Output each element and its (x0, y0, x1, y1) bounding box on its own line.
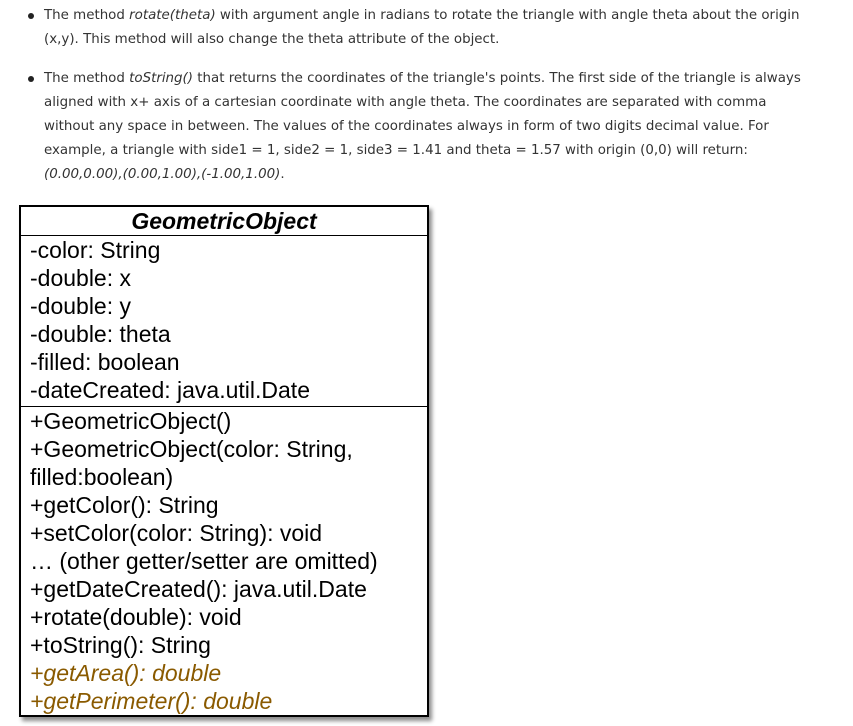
bullet-rotate (28, 4, 820, 52)
uml-method-row: filled:boolean) (30, 464, 174, 490)
uml-class-diagram (19, 205, 429, 717)
uml-attribute-row: -double: y (30, 293, 132, 319)
bullet-method-name: toString() (129, 71, 193, 86)
uml-attribute-row: -dateCreated: java.util.Date (30, 377, 310, 403)
bullet-method-name: rotate(theta) (129, 8, 216, 23)
uml-attribute-row: -double: x (30, 265, 132, 291)
uml-attributes (21, 236, 427, 407)
uml-method-row: +toString(): String (30, 632, 211, 658)
bullet-text (44, 4, 820, 52)
bullet-text (44, 67, 820, 187)
uml-method-row: +rotate(double): void (30, 604, 242, 630)
uml-method-row: +GeometricObject(color: String, (30, 436, 353, 462)
bullet-text-line: (x,y). This method will also change the theta attribute of the object. (44, 32, 500, 47)
uml-class-name: GeometricObject (21, 207, 427, 236)
uml-methods (21, 407, 427, 715)
uml-method-row: +getDateCreated(): java.util.Date (30, 576, 367, 602)
bullet-text-rest: with argument angle in radians to rotate the triangle with angle theta about the origin (215, 8, 800, 23)
bullet-text-line: example, a triangle with side1 = 1, side2 = 1, side3 = 1.41 and theta = 1.57 with origin (0,0) will return: (44, 143, 748, 158)
bullet-text-pre: The method (44, 71, 130, 86)
uml-abstract-method-row: +getArea(): double (30, 660, 222, 686)
bullet-text-line: aligned with x+ axis of a cartesian coordinate with angle theta. The coordinates are separated with comma (44, 95, 767, 110)
uml-attribute-row: -filled: boolean (30, 349, 180, 375)
uml-abstract-method-row: +getPerimeter(): double (30, 688, 273, 714)
uml-method-row: +getColor(): String (30, 492, 219, 518)
bullet-text-tail: . (280, 167, 285, 182)
uml-method-row: +GeometricObject() (30, 408, 232, 434)
bullet-text-pre: The method (44, 8, 130, 23)
bullet-dot-icon (28, 76, 34, 82)
uml-method-row: … (other getter/setter are omitted) (30, 548, 378, 574)
bullet-text-line: without any space in between. The values of the coordinates always in form of two digits decimal value. For (44, 119, 769, 134)
bullet-dot-icon (28, 13, 34, 19)
bullet-text-rest: that returns the coordinates of the triangle's points. The first side of the triangle is always (193, 71, 801, 86)
uml-attribute-row: -color: String (30, 237, 161, 263)
bullet-tostring (28, 67, 820, 187)
uml-method-row: +setColor(color: String): void (30, 520, 323, 546)
bullet-example-output: (0.00,0.00),(0.00,1.00),(-1.00,1.00) (44, 167, 281, 182)
uml-attribute-row: -double: theta (30, 321, 171, 347)
